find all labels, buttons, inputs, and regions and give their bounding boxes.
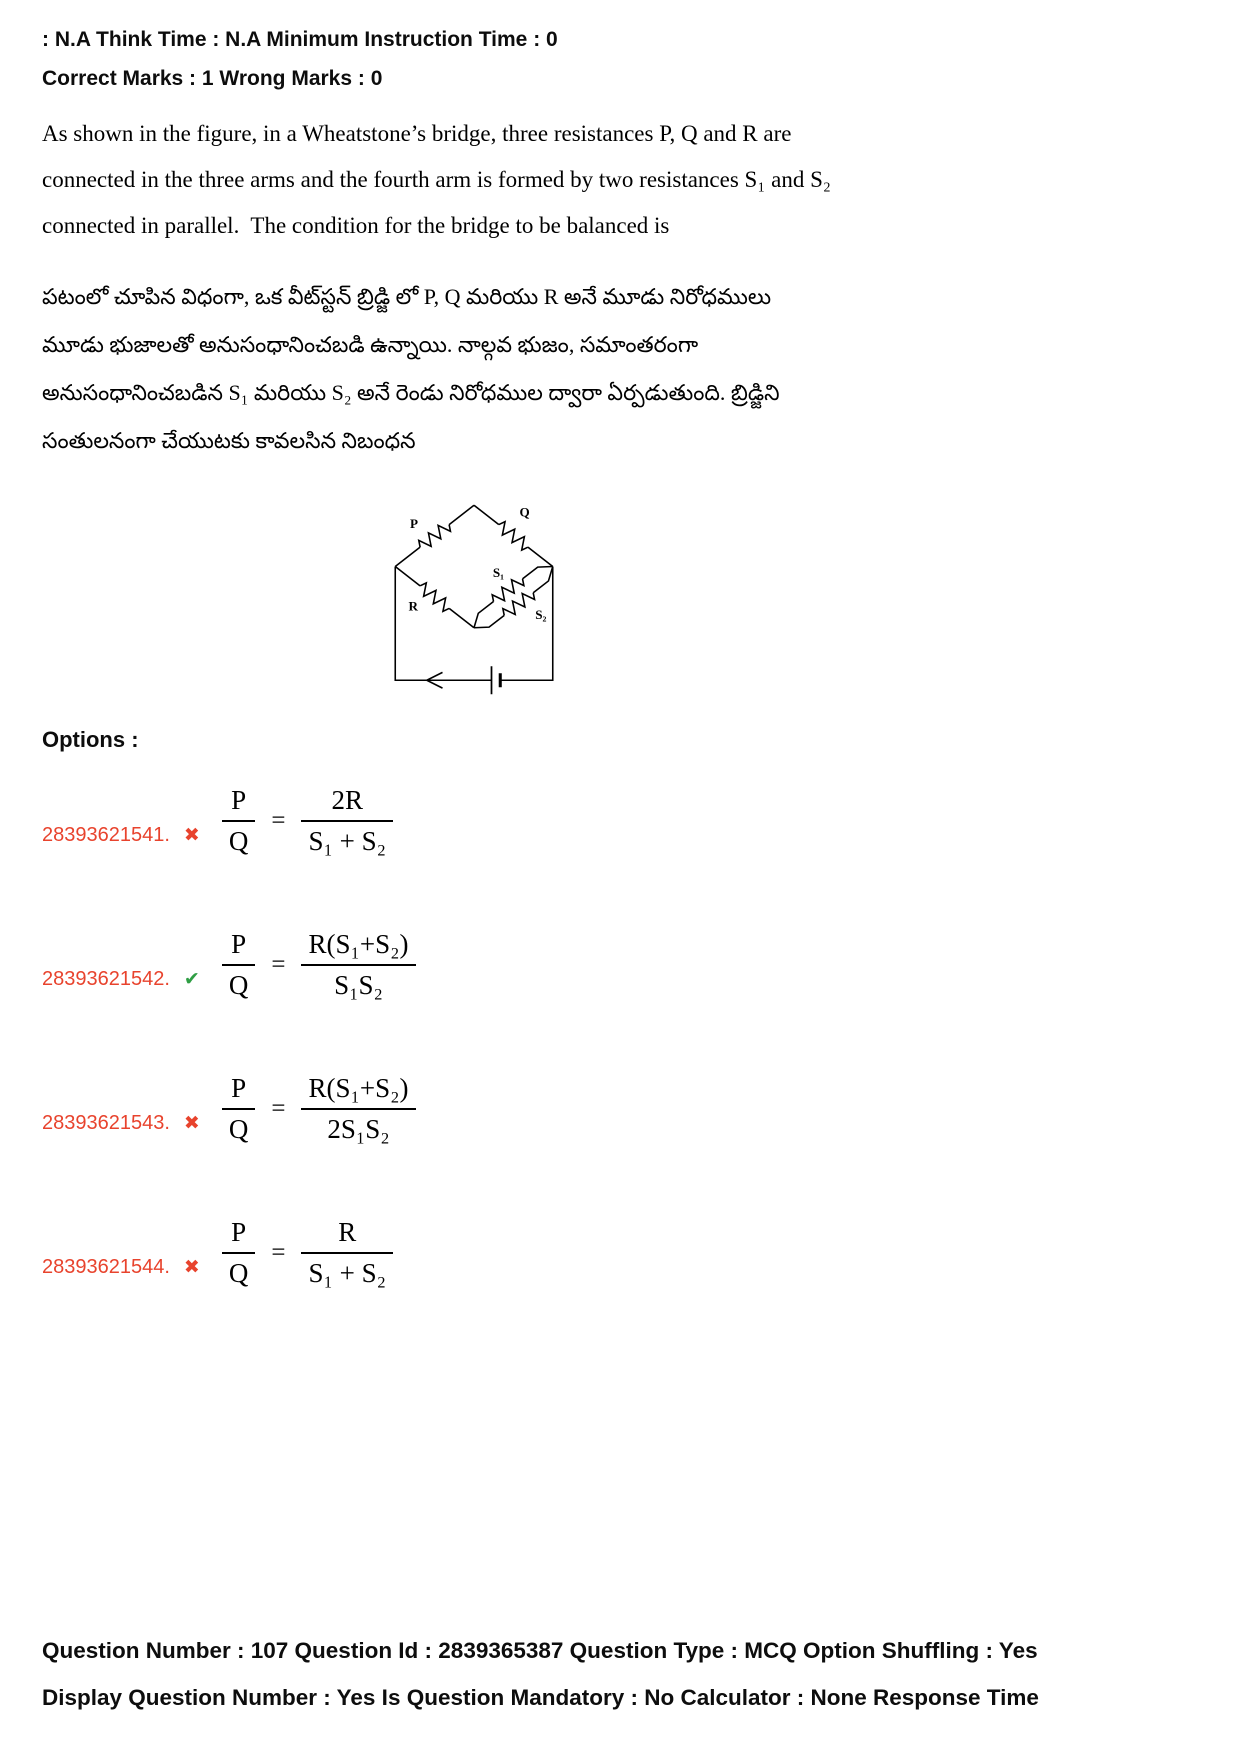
question-english-line: connected in the three arms and the fourth arm is formed by two resistances S₁ and S₂: [42, 167, 831, 192]
equals-sign: =: [271, 1094, 286, 1122]
fraction-denominator: S₁S₂: [334, 969, 383, 1000]
option-id: 28393621544.: [42, 1255, 170, 1278]
fraction-denominator: 2S₁S₂: [327, 1113, 390, 1144]
question-meta-line-1: Question Number : 107 Question Id : 2839365387 Question Type : MCQ Option Shuffling : Yes: [42, 1638, 1038, 1663]
question-telugu-line: అనుసంధానించబడిన S₁ మరియు S₂ అనే రెండు నిరోధముల ద్వారా ఏర్పడుతుంది. బ్రిడ్జిని: [42, 380, 780, 405]
equals-sign: =: [271, 1238, 286, 1266]
fraction-numerator: P: [222, 929, 256, 966]
wheatstone-bridge-diagram: [334, 479, 614, 707]
equals-sign: =: [271, 950, 286, 978]
label-p: P: [409, 516, 418, 531]
options-heading: Options :: [42, 726, 139, 752]
option-row-3: [42, 1073, 1198, 1145]
question-telugu-line: సంతులనంగా చేయుటకు కావలసిన నిబంధన: [42, 428, 416, 453]
fraction-denominator: Q: [228, 1257, 249, 1288]
fraction-rhs: [301, 1073, 415, 1145]
question-text-telugu: [42, 273, 1198, 465]
option-id: 28393621543.: [42, 1111, 170, 1134]
question-telugu-line: పటంలో చూపిన విధంగా, ఒక వీట్‌స్టన్ బ్రిడ్జి లో P, Q మరియు R అనే మూడు నిరోధములు: [42, 284, 772, 309]
option-row-4: [42, 1217, 1198, 1289]
option-id: 28393621541.: [42, 823, 170, 846]
fraction-numerator: P: [222, 785, 256, 822]
question-meta-line-2: Display Question Number : Yes Is Question Mandatory : No Calculator : None Response Time: [42, 1685, 1039, 1710]
fraction-numerator: R(S₁+S₂): [301, 929, 415, 966]
resistor-r: [416, 581, 453, 613]
label-s1: S₁: [492, 565, 505, 580]
option-equation: [222, 1073, 416, 1145]
fraction-rhs: [301, 1217, 393, 1289]
marks-info-line: Correct Marks : 1 Wrong Marks : 0: [42, 67, 383, 90]
resistor-s2: [500, 588, 537, 620]
label-q: Q: [519, 504, 530, 520]
fraction-rhs: [301, 785, 393, 857]
question-english-line: As shown in the figure, in a Wheatstone’s bridge, three resistances P, Q and R are: [42, 121, 792, 146]
label-r: R: [408, 598, 418, 614]
fraction-lhs: [222, 785, 256, 857]
fraction-rhs: [301, 929, 415, 1001]
question-metadata-footer: [42, 1627, 1198, 1721]
fraction-lhs: [222, 1073, 256, 1145]
correct-answer-icon: ✔: [183, 968, 200, 990]
fraction-numerator: R(S₁+S₂): [301, 1073, 415, 1110]
question-telugu-line: మూడు భుజాలతో అనుసంధానించబడి ఉన్నాయి. నాల్గవ భుజం, సమాంతరంగా: [42, 332, 699, 357]
resistor-q: [495, 520, 532, 552]
wrong-answer-icon: ✖: [183, 1256, 200, 1278]
fraction-numerator: 2R: [301, 785, 393, 822]
fraction-numerator: P: [222, 1217, 256, 1254]
label-s2: S₂: [535, 607, 547, 622]
fraction-numerator: R: [301, 1217, 393, 1254]
fraction-denominator: S₁ + S₂: [308, 825, 387, 856]
fraction-denominator: Q: [228, 969, 249, 1000]
resistor-p: [416, 520, 453, 552]
fraction-denominator: Q: [228, 1113, 249, 1144]
question-text-english: [42, 111, 1198, 249]
fraction-numerator: P: [222, 1073, 256, 1110]
question-english-line: connected in parallel. The condition for the bridge to be balanced is: [42, 213, 670, 238]
fraction-lhs: [222, 929, 256, 1001]
equals-sign: =: [271, 806, 286, 834]
circuit-svg: [334, 479, 614, 707]
fraction-lhs: [222, 1217, 256, 1289]
option-id: 28393621542.: [42, 967, 170, 990]
fraction-denominator: S₁ + S₂: [308, 1257, 387, 1288]
fraction-denominator: Q: [228, 825, 249, 856]
option-row-1: [42, 785, 1198, 857]
option-equation: [222, 1217, 393, 1289]
timing-info-line: : N.A Think Time : N.A Minimum Instruction Time : 0: [42, 28, 558, 51]
option-equation: [222, 929, 416, 1001]
wrong-answer-icon: ✖: [183, 1112, 200, 1134]
wrong-answer-icon: ✖: [183, 824, 200, 846]
option-row-2: [42, 929, 1198, 1001]
option-equation: [222, 785, 393, 857]
